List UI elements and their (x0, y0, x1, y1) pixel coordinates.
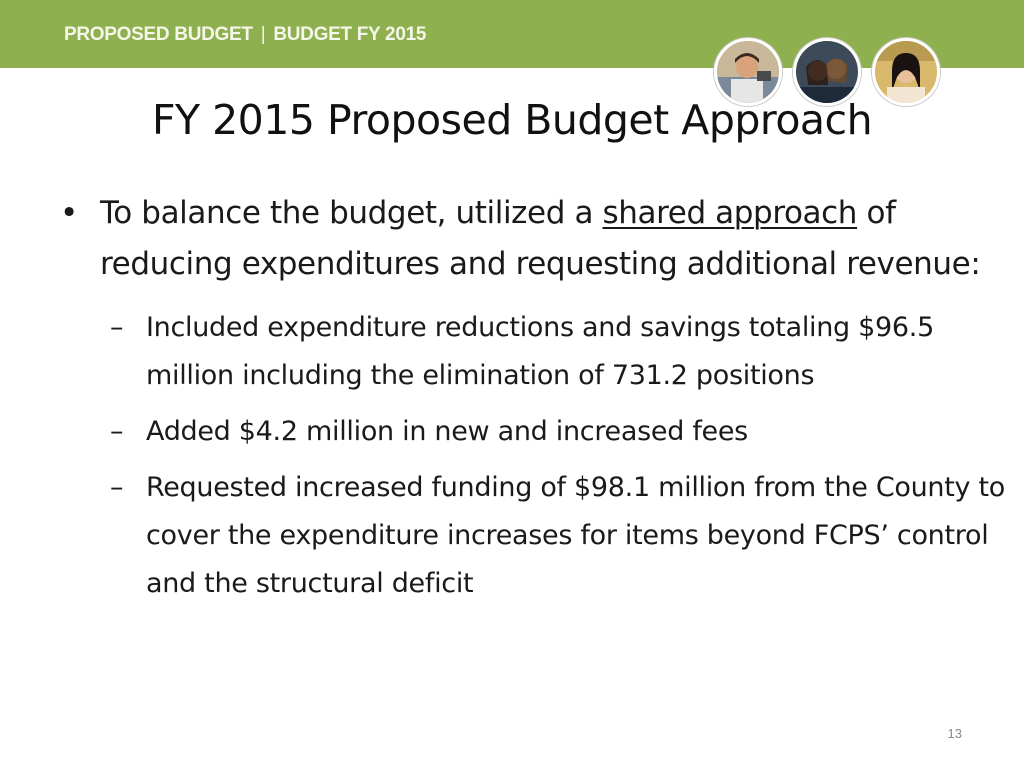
sub-bullet-item (110, 464, 1006, 608)
bullet-item (60, 188, 1000, 290)
banner-label-proposed-budget: PROPOSED BUDGET (64, 24, 253, 45)
slide-title: FY 2015 Proposed Budget Approach (151, 96, 873, 144)
slide-body (0, 188, 1024, 608)
sub-bullet-text: Included expenditure reductions and savings totaling $96.5 million including the elimination of 731.2 positions (146, 312, 934, 391)
sub-bullet-text: Added $4.2 million in new and increased fees (146, 416, 748, 447)
sub-bullet-text: Requested increased funding of $98.1 million from the County to cover the expenditure increases for items beyond FCPS’ control and the structural deficit (146, 472, 1005, 599)
banner-separator: | (260, 24, 266, 45)
bullet-underlined-text: shared approach (602, 195, 858, 231)
bullet-text-start: To balance the budget, utilized a (100, 195, 603, 231)
bullet-text-end: of reducing expenditures and requesting additional revenue: (100, 195, 981, 282)
sub-bullet-item (110, 304, 1006, 400)
bullet-icon: • (60, 195, 78, 231)
dash-icon: – (110, 312, 124, 343)
banner-title (64, 24, 426, 46)
page-number: 13 (947, 726, 962, 741)
sub-bullet-item (110, 408, 1006, 456)
banner-label-budget-fy: BUDGET FY 2015 (273, 24, 427, 45)
dash-icon: – (110, 472, 124, 503)
dash-icon: – (110, 416, 124, 447)
